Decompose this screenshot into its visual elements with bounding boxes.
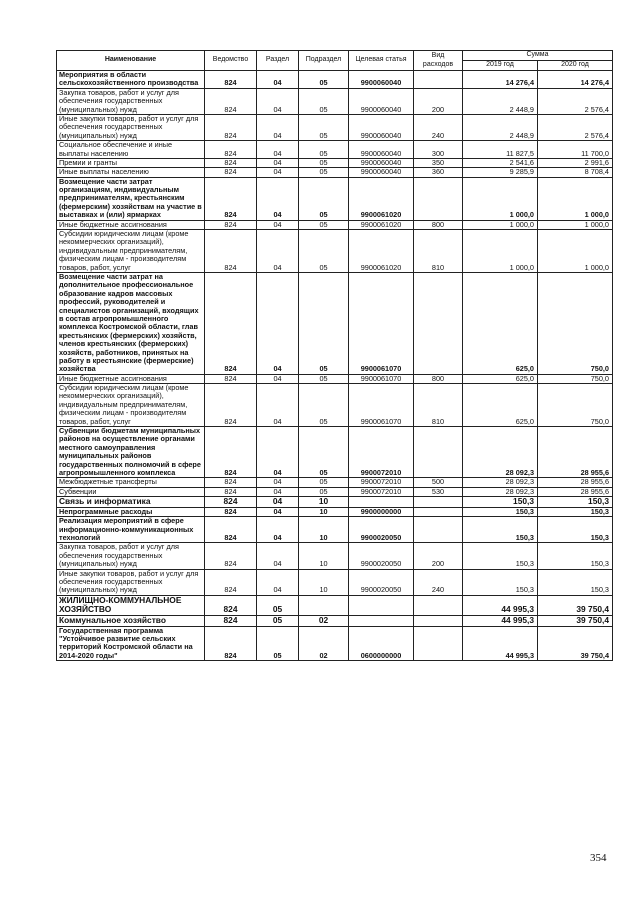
row-subsection: 05 (299, 88, 349, 114)
row-target: 9900060040 (349, 71, 414, 89)
row-section: 04 (257, 177, 299, 220)
row-type (414, 497, 463, 508)
table-row (57, 427, 613, 478)
row-target: 9900060040 (349, 141, 414, 159)
row-name: Иные бюджетные ассигнования (57, 220, 205, 229)
row-value-2020: 39 750,4 (538, 595, 613, 615)
row-name: Премии и гранты (57, 158, 205, 167)
row-target: 9900020050 (349, 517, 414, 543)
row-type (414, 517, 463, 543)
row-subsection: 10 (299, 569, 349, 595)
row-value-2019: 9 285,9 (463, 168, 538, 177)
row-value-2020: 39 750,4 (538, 616, 613, 627)
row-type (414, 272, 463, 374)
row-target (349, 616, 414, 627)
row-type: 350 (414, 158, 463, 167)
row-name: Коммунальное хозяйство (57, 616, 205, 627)
row-dept: 824 (205, 616, 257, 627)
table-row (57, 177, 613, 220)
row-name: Государственная программа "Устойчивое развитие сельских территорий Костромской области на 2014-2020 годы" (57, 626, 205, 661)
row-type: 810 (414, 230, 463, 273)
row-value-2019: 2 448,9 (463, 88, 538, 114)
row-section: 04 (257, 478, 299, 487)
row-subsection: 02 (299, 616, 349, 627)
row-value-2019: 1 000,0 (463, 177, 538, 220)
row-type: 500 (414, 478, 463, 487)
row-dept: 824 (205, 427, 257, 478)
row-subsection: 05 (299, 168, 349, 177)
row-subsection: 05 (299, 487, 349, 496)
row-value-2019: 28 092,3 (463, 487, 538, 496)
row-value-2020: 750,0 (538, 374, 613, 383)
row-subsection (299, 595, 349, 615)
row-type: 360 (414, 168, 463, 177)
row-value-2020: 750,0 (538, 272, 613, 374)
row-value-2019: 1 000,0 (463, 230, 538, 273)
row-section: 04 (257, 543, 299, 569)
row-target (349, 497, 414, 508)
row-subsection: 05 (299, 114, 349, 140)
table-row (57, 384, 613, 427)
row-target: 9900061070 (349, 384, 414, 427)
row-target: 9900060040 (349, 168, 414, 177)
row-subsection: 05 (299, 374, 349, 383)
row-dept: 824 (205, 141, 257, 159)
row-section: 04 (257, 141, 299, 159)
row-dept: 824 (205, 626, 257, 661)
row-section: 04 (257, 427, 299, 478)
row-section: 04 (257, 88, 299, 114)
row-value-2020: 150,3 (538, 507, 613, 516)
row-value-2020: 1 000,0 (538, 230, 613, 273)
table-row (57, 616, 613, 627)
table-row (57, 626, 613, 661)
table-row (57, 478, 613, 487)
row-target: 9900060040 (349, 158, 414, 167)
row-section: 04 (257, 114, 299, 140)
row-value-2020: 1 000,0 (538, 220, 613, 229)
row-section: 04 (257, 487, 299, 496)
row-dept: 824 (205, 569, 257, 595)
row-name: Мероприятия в области сельскохозяйственного производства (57, 71, 205, 89)
table-row (57, 71, 613, 89)
row-type (414, 616, 463, 627)
row-dept: 824 (205, 71, 257, 89)
table-row (57, 168, 613, 177)
row-value-2020: 150,3 (538, 543, 613, 569)
row-name: Субвенции бюджетам муниципальных районов на осуществление органами местного самоуправления муниципальных районов государственных полномочий в сфере агропромышленного комплекса (57, 427, 205, 478)
row-section: 04 (257, 168, 299, 177)
table-row (57, 141, 613, 159)
row-value-2020: 2 576,4 (538, 88, 613, 114)
row-dept: 824 (205, 272, 257, 374)
row-value-2019: 625,0 (463, 384, 538, 427)
header-target: Целевая статья (349, 51, 414, 71)
row-section: 04 (257, 569, 299, 595)
header-subsection: Подраздел (299, 51, 349, 71)
row-name: Субвенции (57, 487, 205, 496)
table-row (57, 595, 613, 615)
row-subsection: 10 (299, 517, 349, 543)
row-target: 9900061070 (349, 272, 414, 374)
row-subsection: 05 (299, 478, 349, 487)
row-value-2020: 11 700,0 (538, 141, 613, 159)
row-dept: 824 (205, 230, 257, 273)
row-type: 300 (414, 141, 463, 159)
row-subsection: 05 (299, 220, 349, 229)
row-value-2019: 11 827,5 (463, 141, 538, 159)
row-type (414, 177, 463, 220)
table-row (57, 230, 613, 273)
row-type: 240 (414, 114, 463, 140)
header-2019: 2019 год (463, 61, 538, 71)
row-section: 04 (257, 272, 299, 374)
row-name: Возмещение части затрат на дополнительное профессиональное образование кадров массовых профессий, руководителей и специалистов организаций, входящих в состав агропромышленного комплекса Костромской области, глав крестьянских (фермерских) хозяйств, членов крестьянских (фермерских) хозяйств, работников, принятых на работу в крестьянские (фермерские) хозяйства (57, 272, 205, 374)
table-row (57, 114, 613, 140)
row-type: 800 (414, 374, 463, 383)
row-value-2019: 1 000,0 (463, 220, 538, 229)
row-subsection: 05 (299, 158, 349, 167)
row-dept: 824 (205, 507, 257, 516)
row-value-2020: 150,3 (538, 569, 613, 595)
row-target: 0600000000 (349, 626, 414, 661)
row-value-2019: 44 995,3 (463, 616, 538, 627)
row-subsection: 05 (299, 230, 349, 273)
table-row (57, 517, 613, 543)
row-value-2020: 8 708,4 (538, 168, 613, 177)
row-name: Субсидии юридическим лицам (кроме некоммерческих организаций), индивидуальным предпринимателям, физическим лицам - производителям товаров, работ, услуг (57, 230, 205, 273)
row-value-2019: 150,3 (463, 497, 538, 508)
row-subsection: 05 (299, 141, 349, 159)
row-subsection: 10 (299, 497, 349, 508)
row-value-2019: 28 092,3 (463, 478, 538, 487)
row-subsection: 05 (299, 384, 349, 427)
row-subsection: 05 (299, 427, 349, 478)
row-subsection: 05 (299, 71, 349, 89)
row-value-2020: 750,0 (538, 384, 613, 427)
row-value-2019: 2 448,9 (463, 114, 538, 140)
row-target: 9900060040 (349, 114, 414, 140)
row-type (414, 71, 463, 89)
row-section: 04 (257, 374, 299, 383)
row-target: 9900061020 (349, 177, 414, 220)
row-dept: 824 (205, 384, 257, 427)
row-value-2019: 150,3 (463, 517, 538, 543)
header-name: Наименование (57, 51, 205, 71)
table-row (57, 88, 613, 114)
row-value-2020: 28 955,6 (538, 487, 613, 496)
row-type: 810 (414, 384, 463, 427)
row-type: 200 (414, 88, 463, 114)
row-section: 05 (257, 616, 299, 627)
row-name: Иные закупки товаров, работ и услуг для обеспечения государственных (муниципальных) нужд (57, 569, 205, 595)
row-name: ЖИЛИЩНО-КОММУНАЛЬНОЕ ХОЗЯЙСТВО (57, 595, 205, 615)
row-name: Социальное обеспечение и иные выплаты населению (57, 141, 205, 159)
table-row (57, 543, 613, 569)
row-value-2020: 28 955,6 (538, 427, 613, 478)
row-dept: 824 (205, 88, 257, 114)
row-value-2020: 150,3 (538, 497, 613, 508)
row-target: 9900061020 (349, 220, 414, 229)
row-name: Реализация мероприятий в сфере информационно-коммуникационных технологий (57, 517, 205, 543)
row-section: 04 (257, 220, 299, 229)
table-row (57, 497, 613, 508)
row-dept: 824 (205, 177, 257, 220)
row-value-2019: 150,3 (463, 569, 538, 595)
row-value-2019: 44 995,3 (463, 595, 538, 615)
row-target: 9900060040 (349, 88, 414, 114)
row-dept: 824 (205, 478, 257, 487)
row-section: 05 (257, 626, 299, 661)
row-value-2019: 44 995,3 (463, 626, 538, 661)
row-value-2020: 1 000,0 (538, 177, 613, 220)
row-target: 9900061070 (349, 374, 414, 383)
row-dept: 824 (205, 158, 257, 167)
row-name: Закупка товаров, работ и услуг для обеспечения государственных (муниципальных) нужд (57, 88, 205, 114)
table-row (57, 569, 613, 595)
row-target: 9900072010 (349, 427, 414, 478)
header-sum: Сумма (463, 51, 613, 61)
row-section: 05 (257, 595, 299, 615)
row-name: Закупка товаров, работ и услуг для обеспечения государственных (муниципальных) нужд (57, 543, 205, 569)
row-value-2019: 14 276,4 (463, 71, 538, 89)
row-subsection: 10 (299, 543, 349, 569)
row-section: 04 (257, 497, 299, 508)
row-dept: 824 (205, 497, 257, 508)
header-type: Вид расходов (414, 51, 463, 71)
row-value-2019: 2 541,6 (463, 158, 538, 167)
page-number: 354 (590, 852, 607, 864)
row-name: Иные бюджетные ассигнования (57, 374, 205, 383)
row-name: Непрограммные расходы (57, 507, 205, 516)
row-dept: 824 (205, 595, 257, 615)
row-value-2019: 625,0 (463, 374, 538, 383)
header-2020: 2020 год (538, 61, 613, 71)
row-section: 04 (257, 71, 299, 89)
row-subsection: 05 (299, 177, 349, 220)
row-dept: 824 (205, 543, 257, 569)
row-dept: 824 (205, 487, 257, 496)
row-target: 9900020050 (349, 569, 414, 595)
row-value-2020: 150,3 (538, 517, 613, 543)
row-name: Субсидии юридическим лицам (кроме некоммерческих организаций), индивидуальным предпринимателям, физическим лицам - производителям товаров, работ, услуг (57, 384, 205, 427)
row-target: 9900020050 (349, 543, 414, 569)
row-name: Межбюджетные трансферты (57, 478, 205, 487)
row-type: 800 (414, 220, 463, 229)
row-value-2019: 625,0 (463, 272, 538, 374)
row-value-2019: 150,3 (463, 507, 538, 516)
row-type (414, 595, 463, 615)
row-type (414, 427, 463, 478)
row-section: 04 (257, 507, 299, 516)
row-name: Иные закупки товаров, работ и услуг для обеспечения государственных (муниципальных) нужд (57, 114, 205, 140)
row-dept: 824 (205, 114, 257, 140)
header-dept: Ведомство (205, 51, 257, 71)
row-value-2020: 2 576,4 (538, 114, 613, 140)
row-target (349, 595, 414, 615)
row-value-2020: 39 750,4 (538, 626, 613, 661)
row-name: Возмещение части затрат организациям, индивидуальным предпринимателям, крестьянским (фермерским) хозяйствам на участие в выставках и (или) ярмарках (57, 177, 205, 220)
row-dept: 824 (205, 168, 257, 177)
row-value-2020: 2 991,6 (538, 158, 613, 167)
row-target: 9900000000 (349, 507, 414, 516)
row-subsection: 05 (299, 272, 349, 374)
row-name: Связь и информатика (57, 497, 205, 508)
row-type: 200 (414, 543, 463, 569)
row-subsection: 10 (299, 507, 349, 516)
row-type: 530 (414, 487, 463, 496)
row-dept: 824 (205, 374, 257, 383)
row-type (414, 507, 463, 516)
table-row (57, 272, 613, 374)
row-value-2020: 14 276,4 (538, 71, 613, 89)
row-dept: 824 (205, 517, 257, 543)
row-section: 04 (257, 158, 299, 167)
row-value-2019: 150,3 (463, 543, 538, 569)
row-subsection: 02 (299, 626, 349, 661)
row-type: 240 (414, 569, 463, 595)
header-section: Раздел (257, 51, 299, 71)
row-section: 04 (257, 517, 299, 543)
row-dept: 824 (205, 220, 257, 229)
row-value-2020: 28 955,6 (538, 478, 613, 487)
row-value-2019: 28 092,3 (463, 427, 538, 478)
row-name: Иные выплаты населению (57, 168, 205, 177)
row-section: 04 (257, 230, 299, 273)
row-type (414, 626, 463, 661)
row-target: 9900072010 (349, 487, 414, 496)
budget-table (56, 50, 613, 661)
row-target: 9900061020 (349, 230, 414, 273)
row-target: 9900072010 (349, 478, 414, 487)
row-section: 04 (257, 384, 299, 427)
